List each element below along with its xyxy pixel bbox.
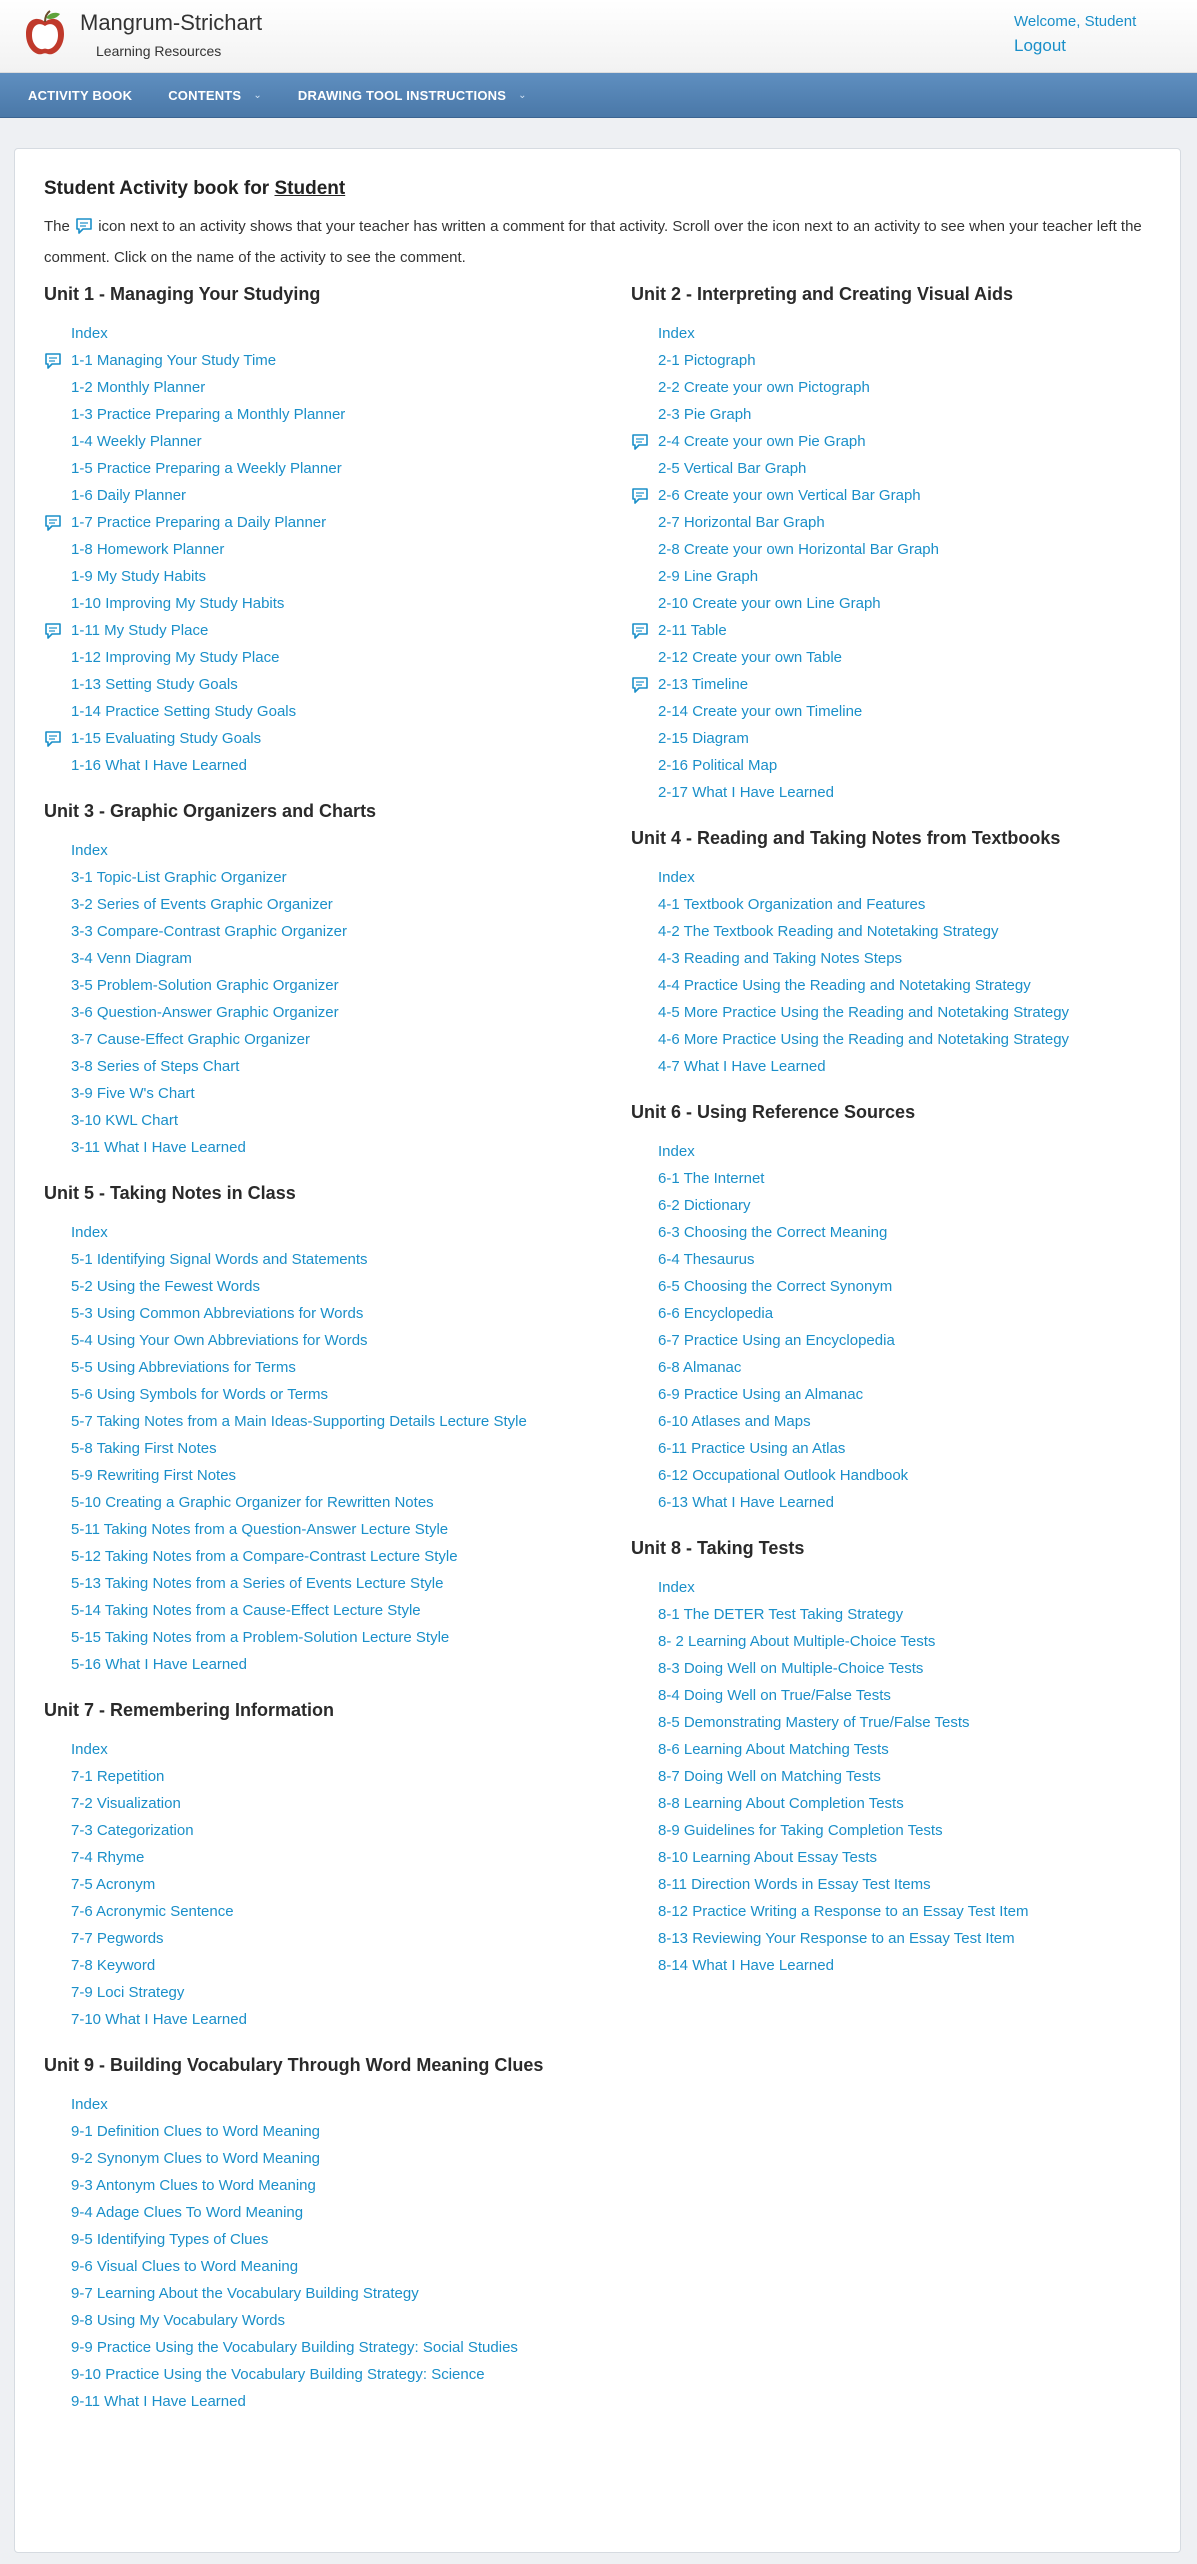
activity-row [44,1979,604,2006]
activity-link[interactable]: 4-4 Practice Using the Reading and Notetaking Strategy [658,977,1031,994]
unit-title: Unit 1 - Managing Your Studying [44,284,321,304]
activity-row [44,2199,604,2226]
activity-link[interactable]: 9-11 What I Have Learned [71,2393,246,2410]
unit-title: Unit 3 - Graphic Organizers and Charts [44,801,377,821]
activity-row [631,891,1191,918]
activity-row [44,1107,604,1134]
logout-link[interactable]: Logout [1014,36,1066,55]
activity-row [631,1026,1191,1053]
activity-link[interactable]: 6-3 Choosing the Correct Meaning [658,1224,888,1241]
student-name-link[interactable]: Student [274,178,346,199]
activity-row [44,1026,604,1053]
activity-link[interactable]: 2-1 Pictograph [658,352,756,369]
activity-link[interactable]: 1-7 Practice Preparing a Daily Planner [71,514,327,531]
activity-link[interactable]: 3-11 What I Have Learned [71,1139,246,1156]
activity-link[interactable]: 2-8 Create your own Horizontal Bar Graph [658,541,939,558]
activity-row [44,2226,604,2253]
activity-link[interactable]: 7-10 What I Have Learned [71,2011,247,2028]
activity-row [44,1273,604,1300]
activity-row [631,972,1191,999]
comment-icon[interactable] [631,676,649,694]
activity-row [631,864,1191,891]
activity-row [44,1516,604,1543]
activity-row [44,752,604,779]
activity-link[interactable]: 2-16 Political Map [658,757,778,774]
activity-link[interactable]: 8-8 Learning About Completion Tests [658,1795,904,1812]
unit-title: Unit 4 - Reading and Taking Notes from Textbooks [631,828,1061,848]
activity-link[interactable]: 1-3 Practice Preparing a Monthly Planner [71,406,346,423]
activity-row [631,590,1191,617]
activity-link[interactable]: 9-2 Synonym Clues to Word Meaning [71,2150,321,2167]
activity-link[interactable]: 1-1 Managing Your Study Time [71,352,277,369]
activity-link[interactable]: 5-8 Taking First Notes [71,1440,217,1457]
activity-row [631,401,1191,428]
unit-index-link[interactable]: Index [658,869,695,886]
unit-title: Unit 7 - Remembering Information [44,1700,335,1720]
activity-row [44,1080,604,1107]
activity-row [44,999,604,1026]
activity-row [44,2334,604,2361]
comment-icon[interactable] [631,433,649,451]
activity-row [44,837,604,864]
activity-row [44,644,604,671]
chevron-down-icon: ⌄ [253,89,262,101]
unit-section [631,1100,1191,1516]
activity-row [631,563,1191,590]
activity-link[interactable]: 2-15 Diagram [658,730,749,747]
activity-row [631,1898,1191,1925]
activity-link[interactable]: 1-13 Setting Study Goals [71,676,238,693]
unit-index-link[interactable]: Index [71,1224,108,1241]
activity-row [44,428,604,455]
activity-link[interactable]: 2-13 Timeline [658,676,749,693]
activity-row [44,1462,604,1489]
activity-link[interactable]: 6-12 Occupational Outlook Handbook [658,1467,909,1484]
activity-link[interactable]: 9-7 Learning About the Vocabulary Building Strategy [71,2285,419,2302]
activity-link[interactable]: 8-10 Learning About Essay Tests [658,1849,878,1866]
units-column-left [44,282,604,2435]
activity-link[interactable]: 6-1 The Internet [658,1170,765,1187]
nav-contents[interactable] [168,88,262,103]
activity-row [631,1763,1191,1790]
activity-link[interactable]: 1-16 What I Have Learned [71,757,247,774]
activity-row [631,1327,1191,1354]
activity-row [44,1817,604,1844]
brand-subtitle: Learning Resources [96,43,222,59]
activity-row [44,347,604,374]
activity-link[interactable]: 4-6 More Practice Using the Reading and Notetaking Strategy [658,1031,1070,1048]
activity-row [631,1138,1191,1165]
activity-link[interactable]: 5-1 Identifying Signal Words and Statements [71,1251,368,1268]
activity-link[interactable]: 9-1 Definition Clues to Word Meaning [71,2123,321,2140]
activity-link[interactable]: 8-6 Learning About Matching Tests [658,1741,889,1758]
activity-row [44,401,604,428]
activity-link[interactable]: 6-2 Dictionary [658,1197,751,1214]
activity-row [44,1570,604,1597]
unit-index-link[interactable]: Index [71,842,108,859]
unit-section [631,1536,1191,1979]
activity-row [44,972,604,999]
activity-link[interactable]: 9-6 Visual Clues to Word Meaning [71,2258,299,2275]
activity-row [631,1952,1191,1979]
welcome-text: Welcome, Student [1014,13,1137,30]
activity-row [631,1246,1191,1273]
activity-row [44,536,604,563]
nav-activity-book[interactable] [28,88,132,103]
comment-icon[interactable] [44,730,62,748]
activity-row [631,698,1191,725]
activity-row [44,2091,604,2118]
activity-link[interactable]: 3-9 Five W's Chart [71,1085,195,1102]
unit-section [631,282,1191,806]
activity-link[interactable]: 5-14 Taking Notes from a Cause-Effect Lecture Style [71,1602,421,1619]
activity-row [44,1543,604,1570]
activity-row [44,374,604,401]
activity-row [44,1763,604,1790]
activity-row [631,1628,1191,1655]
activity-row [44,1053,604,1080]
site-header [0,0,1197,73]
nav-drawing-tool-instructions[interactable] [298,88,527,103]
activity-link[interactable]: 2-17 What I Have Learned [658,784,834,801]
activity-row [631,1682,1191,1709]
activity-link[interactable]: 3-6 Question-Answer Graphic Organizer [71,1004,339,1021]
unit-title: Unit 6 - Using Reference Sources [631,1102,916,1122]
activity-link[interactable]: 8-5 Demonstrating Mastery of True/False Tests [658,1714,970,1731]
activity-row [631,1408,1191,1435]
activity-row [631,1574,1191,1601]
activity-link[interactable]: 5-4 Using Your Own Abbreviations for Words [71,1332,368,1349]
brand-name[interactable]: Mangrum-Strichart [80,10,263,35]
activity-row [631,1165,1191,1192]
activity-row [631,1219,1191,1246]
activity-row [44,1925,604,1952]
activity-link[interactable]: 5-6 Using Symbols for Words or Terms [71,1386,329,1403]
activity-link[interactable]: 6-6 Encyclopedia [658,1305,774,1322]
activity-link[interactable]: 5-7 Taking Notes from a Main Ideas-Supporting Details Lecture Style [71,1413,527,1430]
activity-link[interactable]: 3-7 Cause-Effect Graphic Organizer [71,1031,310,1048]
comment-icon[interactable] [631,622,649,640]
activity-row [631,725,1191,752]
activity-link[interactable]: 1-10 Improving My Study Habits [71,595,285,612]
activity-row [44,1844,604,1871]
activity-row [631,1053,1191,1080]
activity-row [631,536,1191,563]
activity-link[interactable]: 2-10 Create your own Line Graph [658,595,881,612]
unit-title: Unit 5 - Taking Notes in Class [44,1183,296,1203]
unit-index-link[interactable]: Index [658,1579,695,1596]
unit-section [44,2053,604,2415]
activity-link[interactable]: 5-11 Taking Notes from a Question-Answer Lecture Style [71,1521,449,1538]
page-title [44,178,345,200]
activity-link[interactable]: 6-8 Almanac [658,1359,742,1376]
activity-row [44,2361,604,2388]
activity-row [631,752,1191,779]
activity-row [44,1651,604,1678]
activity-link[interactable]: 8-14 What I Have Learned [658,1957,834,1974]
activity-link[interactable]: 2-11 Table [658,622,727,639]
activity-link[interactable]: 1-14 Practice Setting Study Goals [71,703,297,720]
activity-link[interactable]: 4-1 Textbook Organization and Features [658,896,926,913]
activity-link[interactable]: 7-6 Acronymic Sentence [71,1903,234,1920]
unit-index-link[interactable]: Index [71,325,108,342]
activity-link[interactable]: 8-4 Doing Well on True/False Tests [658,1687,891,1704]
activity-row [44,1736,604,1763]
main-nav [0,73,1197,118]
activity-link[interactable]: 2-4 Create your own Pie Graph [658,433,866,450]
activity-row [44,864,604,891]
activity-link[interactable]: 1-8 Homework Planner [71,541,225,558]
activity-link[interactable]: 2-12 Create your own Table [658,649,842,666]
activity-row [631,1489,1191,1516]
unit-index-link[interactable]: Index [71,2096,108,2113]
activity-link[interactable]: 4-2 The Textbook Reading and Notetaking Strategy [658,923,999,940]
activity-row [631,1300,1191,1327]
activity-link[interactable]: 8-1 The DETER Test Taking Strategy [658,1606,904,1623]
activity-row [44,2253,604,2280]
title-prefix: Student Activity book for [44,178,270,199]
activity-link[interactable]: 9-4 Adage Clues To Word Meaning [71,2204,304,2221]
activity-link[interactable]: 6-13 What I Have Learned [658,1494,834,1511]
activity-row [44,671,604,698]
activity-row [44,725,604,752]
activity-row [44,1435,604,1462]
activity-row [631,779,1191,806]
activity-row [631,1462,1191,1489]
unit-index-link[interactable]: Index [71,1741,108,1758]
activity-row [631,1817,1191,1844]
activity-link[interactable]: 1-9 My Study Habits [71,568,207,585]
activity-row [44,2145,604,2172]
activity-row [44,945,604,972]
activity-link[interactable]: 9-5 Identifying Types of Clues [71,2231,269,2248]
activity-link[interactable]: 2-3 Pie Graph [658,406,752,423]
activity-row [631,1354,1191,1381]
activity-row [44,2172,604,2199]
activity-row [44,1246,604,1273]
activity-row [631,482,1191,509]
activity-link[interactable]: 4-3 Reading and Taking Notes Steps [658,950,903,967]
activity-row [631,1925,1191,1952]
activity-row [631,347,1191,374]
activity-link[interactable]: 3-2 Series of Events Graphic Organizer [71,896,333,913]
activity-link[interactable]: 5-3 Using Common Abbreviations for Words [71,1305,364,1322]
activity-link[interactable]: 5-15 Taking Notes from a Problem-Solution Lecture Style [71,1629,450,1646]
activity-row [631,320,1191,347]
activity-link[interactable]: 1-15 Evaluating Study Goals [71,730,262,747]
activity-link[interactable]: 7-4 Rhyme [71,1849,145,1866]
activity-link[interactable]: 9-8 Using My Vocabulary Words [71,2312,285,2329]
activity-link[interactable]: 2-7 Horizontal Bar Graph [658,514,825,531]
activity-row [44,1898,604,1925]
activity-link[interactable]: 8-7 Doing Well on Matching Tests [658,1768,881,1785]
activity-link[interactable]: 3-5 Problem-Solution Graphic Organizer [71,977,339,994]
activity-row [631,918,1191,945]
activity-link[interactable]: 2-5 Vertical Bar Graph [658,460,807,477]
activity-row [44,1408,604,1435]
activity-row [631,1655,1191,1682]
activity-link[interactable]: 7-1 Repetition [71,1768,165,1785]
comment-icon[interactable] [631,487,649,505]
activity-link[interactable]: 3-10 KWL Chart [71,1112,178,1129]
activity-row [631,999,1191,1026]
activity-link[interactable]: 1-2 Monthly Planner [71,379,206,396]
activity-row [44,1354,604,1381]
activity-row [44,563,604,590]
activity-row [631,509,1191,536]
chevron-down-icon: ⌄ [518,89,527,101]
activity-row [631,1381,1191,1408]
activity-row [631,1844,1191,1871]
unit-title: Unit 8 - Taking Tests [631,1538,805,1558]
intro-after: icon next to an activity shows that your teacher has written a comment for that activity. Scroll over the icon next to an activity to see when your teacher left the comment. Click on the name of the activity to see the comment. [44,218,1142,266]
activity-link[interactable]: 3-8 Series of Steps Chart [71,1058,240,1075]
activity-row [631,644,1191,671]
units-column-right [631,282,1191,1999]
unit-title: Unit 2 - Interpreting and Creating Visual Aids [631,284,1014,304]
activity-row [631,1790,1191,1817]
activity-row [44,1300,604,1327]
activity-link[interactable]: 3-3 Compare-Contrast Graphic Organizer [71,923,347,940]
unit-section [44,1181,604,1678]
activity-link[interactable]: 6-10 Atlases and Maps [658,1413,811,1430]
activity-link[interactable]: 9-10 Practice Using the Vocabulary Building Strategy: Science [71,2366,485,2383]
activity-row [44,320,604,347]
activity-row [631,455,1191,482]
activity-link[interactable]: 3-4 Venn Diagram [71,950,192,967]
intro-text [44,213,1154,271]
activity-row [44,1489,604,1516]
activity-row [44,2388,604,2415]
activity-link[interactable]: 5-16 What I Have Learned [71,1656,247,1673]
activity-row [44,1790,604,1817]
comment-icon [75,217,93,244]
activity-link[interactable]: 8-9 Guidelines for Taking Completion Tests [658,1822,943,1839]
activity-link[interactable]: 1-12 Improving My Study Place [71,649,280,666]
activity-link[interactable]: 2-14 Create your own Timeline [658,703,863,720]
unit-section [44,799,604,1161]
activity-row [631,671,1191,698]
activity-link[interactable]: 7-5 Acronym [71,1876,156,1893]
activity-row [44,1624,604,1651]
activity-row [631,1192,1191,1219]
activity-link[interactable]: 5-9 Rewriting First Notes [71,1467,237,1484]
unit-index-link[interactable]: Index [658,325,695,342]
unit-index-link[interactable]: Index [658,1143,695,1160]
activity-row [44,617,604,644]
activity-link[interactable]: 1-11 My Study Place [71,622,209,639]
activity-link[interactable]: 5-13 Taking Notes from a Series of Events Lecture Style [71,1575,444,1592]
activity-link[interactable]: 5-10 Creating a Graphic Organizer for Rewritten Notes [71,1494,434,1511]
unit-title: Unit 9 - Building Vocabulary Through Word Meaning Clues [44,2055,544,2075]
activity-link[interactable]: 7-3 Categorization [71,1822,194,1839]
activity-row [631,617,1191,644]
activity-link[interactable]: 8- 2 Learning About Multiple-Choice Tests [658,1633,936,1650]
unit-section [631,826,1191,1080]
activity-row [631,1273,1191,1300]
activity-row [44,2280,604,2307]
activity-link[interactable]: 3-1 Topic-List Graphic Organizer [71,869,287,886]
activity-row [44,698,604,725]
activity-row [631,428,1191,455]
activity-link[interactable]: 8-11 Direction Words in Essay Test Items [658,1876,931,1893]
activity-row [44,509,604,536]
activity-row [44,2006,604,2033]
activity-row [631,1736,1191,1763]
activity-link[interactable]: 7-9 Loci Strategy [71,1984,185,2001]
activity-row [44,455,604,482]
activity-link[interactable]: 6-5 Choosing the Correct Synonym [658,1278,893,1295]
comment-icon[interactable] [44,622,62,640]
activity-link[interactable]: 8-12 Practice Writing a Response to an Essay Test Item [658,1903,1029,1920]
activity-link[interactable]: 9-3 Antonym Clues to Word Meaning [71,2177,316,2194]
activity-link[interactable]: 5-12 Taking Notes from a Compare-Contrast Lecture Style [71,1548,458,1565]
activity-row [44,590,604,617]
activity-row [44,1134,604,1161]
nav-label: CONTENTS [168,87,242,103]
activity-link[interactable]: 6-4 Thesaurus [658,1251,755,1268]
activity-link[interactable]: 6-11 Practice Using an Atlas [658,1440,846,1457]
comment-icon[interactable] [44,514,62,532]
activity-row [44,2118,604,2145]
unit-section [44,1698,604,2033]
activity-row [631,374,1191,401]
activity-link[interactable]: 1-6 Daily Planner [71,487,187,504]
activity-row [44,1871,604,1898]
activity-link[interactable]: 8-3 Doing Well on Multiple-Choice Tests [658,1660,924,1677]
activity-link[interactable]: 5-2 Using the Fewest Words [71,1278,260,1295]
activity-link[interactable]: 8-13 Reviewing Your Response to an Essay Test Item [658,1930,1015,1947]
activity-link[interactable]: 7-8 Keyword [71,1957,156,1974]
activity-row [44,1381,604,1408]
activity-link[interactable]: 2-6 Create your own Vertical Bar Graph [658,487,921,504]
unit-section [44,282,604,779]
activity-link[interactable]: 7-2 Visualization [71,1795,181,1812]
activity-link[interactable]: 2-2 Create your own Pictograph [658,379,870,396]
activity-row [44,2307,604,2334]
activity-row [44,1327,604,1354]
nav-label: ACTIVITY BOOK [28,87,133,103]
activity-row [631,1601,1191,1628]
activity-link[interactable]: 1-5 Practice Preparing a Weekly Planner [71,460,342,477]
activity-row [44,1219,604,1246]
activity-link[interactable]: 7-7 Pegwords [71,1930,164,1947]
activity-link[interactable]: 6-9 Practice Using an Almanac [658,1386,864,1403]
activity-row [44,482,604,509]
activity-row [631,1709,1191,1736]
apple-logo-icon[interactable] [22,8,68,58]
activity-row [44,891,604,918]
activity-row [44,918,604,945]
activity-row [631,945,1191,972]
activity-link[interactable]: 4-7 What I Have Learned [658,1058,826,1075]
comment-icon[interactable] [44,352,62,370]
activity-row [44,1952,604,1979]
activity-link[interactable]: 4-5 More Practice Using the Reading and Notetaking Strategy [658,1004,1070,1021]
nav-label: DRAWING TOOL INSTRUCTIONS [297,87,507,103]
activity-link[interactable]: 6-7 Practice Using an Encyclopedia [658,1332,895,1349]
intro-before: The [44,218,70,235]
activity-row [44,1597,604,1624]
activity-link[interactable]: 1-4 Weekly Planner [71,433,202,450]
activity-link[interactable]: 2-9 Line Graph [658,568,759,585]
activity-row [631,1871,1191,1898]
activity-link[interactable]: 5-5 Using Abbreviations for Terms [71,1359,296,1376]
activity-link[interactable]: 9-9 Practice Using the Vocabulary Building Strategy: Social Studies [71,2339,518,2356]
activity-row [631,1435,1191,1462]
